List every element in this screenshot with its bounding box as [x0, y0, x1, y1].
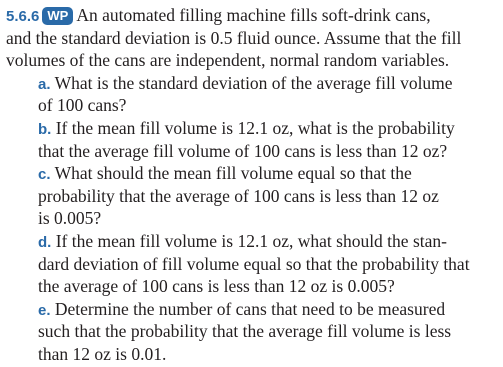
part-c-text-2: probability that the average of 100 cans is less than 12 oz — [38, 185, 439, 206]
part-a-text-2: of 100 cans? — [38, 95, 127, 116]
part-d-line-1 — [38, 230, 447, 254]
part-e-text-2: such that the probability that the average fill volume is less — [38, 321, 452, 342]
part-a-letter: a. — [38, 75, 51, 93]
part-a-text-1: What is the standard deviation of the average fill volume — [54, 72, 453, 93]
stem-line-2: and the standard deviation is 0.5 fluid ounce. Assume that the fill — [6, 27, 462, 48]
part-b-letter: b. — [38, 121, 52, 138]
part-d-text-2: dard deviation of fill volume equal so that the probability that — [38, 253, 470, 274]
stem-line-3: volumes of the cans are independent, normal random variables. — [6, 50, 450, 71]
part-b-line-1 — [38, 117, 455, 141]
wp-badge: WP — [42, 7, 73, 25]
problem-header-line — [6, 4, 496, 28]
problem-number: 5.6.6 — [6, 8, 40, 25]
part-b-text-2: that the average fill volume of 100 cans is less than 12 oz? — [38, 140, 448, 161]
part-e-text-3: than 12 oz is 0.01. — [38, 344, 167, 364]
part-c-letter: c. — [38, 166, 51, 184]
part-d-text-1: If the mean fill volume is 12.1 oz, what should the stan- — [55, 231, 447, 251]
part-c-line-1 — [38, 162, 412, 186]
part-e-text-1: Determine the number of cans that need to be measured — [54, 298, 446, 319]
part-b-text-1: If the mean fill volume is 12.1 oz, what is the probability — [55, 118, 455, 138]
part-d-text-3: the average of 100 cans is less than 12 oz is 0.005? — [38, 276, 395, 297]
part-d-letter: d. — [38, 234, 52, 251]
part-e-letter: e. — [38, 301, 51, 319]
part-e-line-1 — [38, 298, 445, 322]
stem-line-1: An automated filling machine fills soft-drink cans, — [76, 5, 431, 25]
part-c-text-3: is 0.005? — [38, 208, 102, 229]
part-a-line-1 — [38, 72, 453, 96]
part-c-text-1: What should the mean fill volume equal so that the — [54, 163, 412, 184]
